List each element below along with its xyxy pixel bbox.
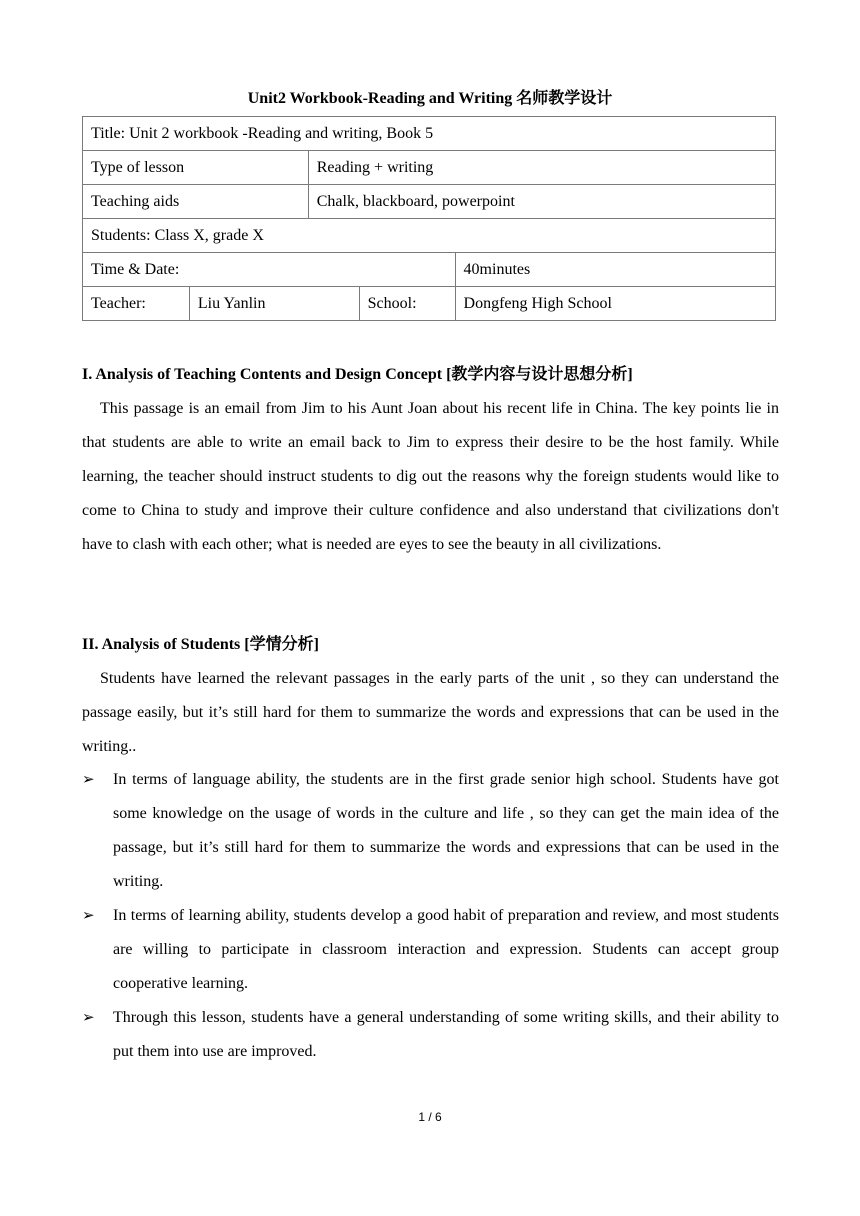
- time-value-cell: 40minutes: [455, 253, 775, 287]
- section-heading-teaching-contents: I. Analysis of Teaching Contents and Design Concept [教学内容与设计思想分析]: [82, 366, 633, 383]
- type-value-cell: Reading + writing: [308, 151, 775, 185]
- teacher-label-cell: Teacher:: [83, 287, 190, 321]
- arrow-bullet-icon: ➢: [82, 908, 95, 924]
- table-row: [83, 253, 776, 287]
- table-row: [83, 185, 776, 219]
- table-row: [83, 287, 776, 321]
- arrow-bullet-icon: ➢: [82, 772, 95, 788]
- school-label-cell: School:: [359, 287, 455, 321]
- aids-value-cell: Chalk, blackboard, powerpoint: [308, 185, 775, 219]
- students-cell: Students: Class X, grade X: [83, 219, 776, 253]
- section-paragraph-teaching-contents: This passage is an email from Jim to his Aunt Joan about his recent life in China. The key points lie in that students are able to write an email back to Jim to express their desire to be the host family. While learning, the teacher should instruct students to dig out the reasons why the foreign students would like to come to China to study and improve their culture confidence and also understand that civilizations don't have to clash with each other; what is needed are eyes to see the beauty in all civilizations.: [82, 400, 779, 553]
- list-item: [82, 1001, 779, 1069]
- school-value-cell: Dongfeng High School: [455, 287, 775, 321]
- section-heading-students: II. Analysis of Students [学情分析]: [82, 636, 319, 653]
- teacher-value-cell: Liu Yanlin: [189, 287, 359, 321]
- document-title: Unit2 Workbook-Reading and Writing 名师教学设计: [247, 90, 613, 107]
- table-row: [83, 117, 776, 151]
- section-paragraph-students: Students have learned the relevant passages in the early parts of the unit , so they can understand the passage easily, but it’s still hard for them to summarize the words and expressions that can be used in the writing..: [82, 670, 779, 755]
- list-item-text: Through this lesson, students have a general understanding of some writing skills, and their ability to put them into use are improved.: [113, 1009, 779, 1060]
- aids-label-cell: Teaching aids: [83, 185, 309, 219]
- table-row: [83, 151, 776, 185]
- table-row: [83, 219, 776, 253]
- student-analysis-list: [82, 763, 779, 1069]
- lesson-info-table: [82, 116, 776, 321]
- page-number: 1 / 6: [418, 1110, 442, 1124]
- list-item: [82, 763, 779, 899]
- list-item-text: In terms of learning ability, students develop a good habit of preparation and review, and most students are willing to participate in classroom interaction and expression. Students can accept group cooperative learning.: [113, 907, 779, 992]
- list-item-text: In terms of language ability, the students are in the first grade senior high school. Students have got some knowledge on the usage of words in the culture and life , so they can get the main idea of the passage, but it’s still hard for them to summarize the words and expressions that can be used in the writing.: [113, 771, 779, 890]
- lesson-title-cell: Title: Unit 2 workbook -Reading and writing, Book 5: [83, 117, 776, 151]
- arrow-bullet-icon: ➢: [82, 1010, 95, 1026]
- type-label-cell: Type of lesson: [83, 151, 309, 185]
- time-label-cell: Time & Date:: [83, 253, 456, 287]
- list-item: [82, 899, 779, 1001]
